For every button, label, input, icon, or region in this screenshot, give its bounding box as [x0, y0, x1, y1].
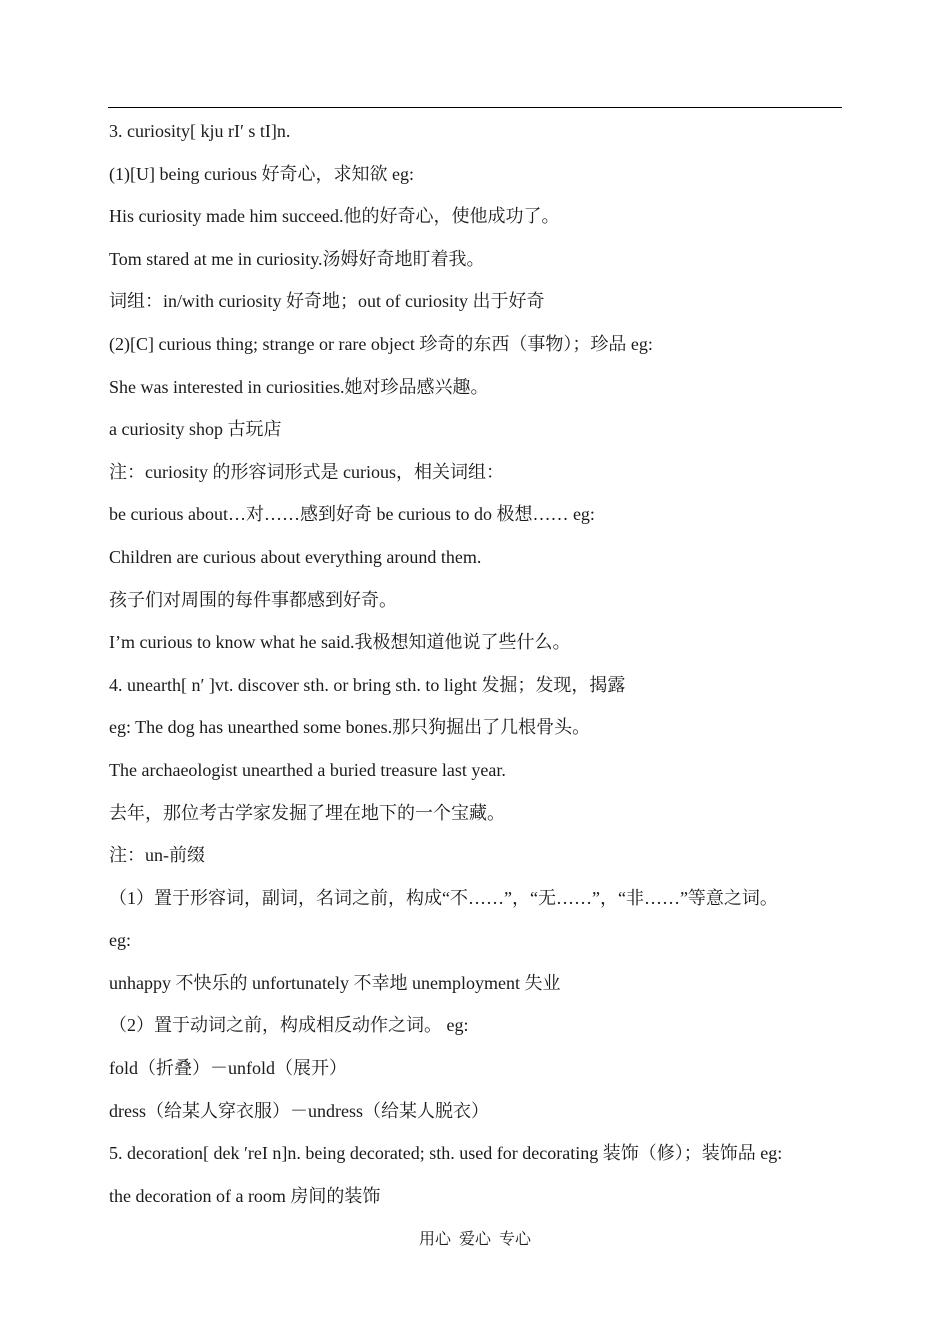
- example-line: unhappy 不快乐的 unfortunately 不幸地 unemployment 失业: [109, 972, 561, 993]
- header-rule: [108, 107, 842, 108]
- example-line: dress（给某人穿衣服）－undress（给某人脱衣）: [109, 1100, 489, 1121]
- note-item-line: （1）置于形容词，副词，名词之前，构成“不……”，“无……”，“非……”等意之词。: [109, 887, 778, 908]
- example-line: fold（折叠）－unfold（展开）: [109, 1058, 347, 1079]
- entry-heading-curiosity: 3. curiosity[ kju rI′ s tI]n.: [109, 121, 291, 141]
- entry-heading-unearth: 4. unearth[ n′ ]vt. discover sth. or bring sth. to light 发掘；发现，揭露: [109, 674, 626, 695]
- example-line: I’m curious to know what he said.我极想知道他说了些什么。: [109, 632, 571, 653]
- entry-heading-decoration: 5. decoration[ dek ′reI n]n. being decorated; sth. used for decorating 装饰（修）；装饰品 eg:: [109, 1143, 783, 1164]
- example-line: eg: The dog has unearthed some bones.那只狗掘出了几根骨头。: [109, 717, 591, 738]
- example-line: His curiosity made him succeed.他的好奇心，使他成功了。: [109, 206, 560, 227]
- translation-line: 去年，那位考古学家发掘了埋在地下的一个宝藏。: [109, 802, 505, 823]
- note-item-line: （2）置于动词之前，构成相反动作之词。 eg:: [109, 1015, 469, 1036]
- example-line: Tom stared at me in curiosity.汤姆好奇地盯着我。: [109, 248, 485, 269]
- note-line: 注：curiosity 的形容词形式是 curious，相关词组：: [109, 461, 504, 482]
- page-footer: 用心 爱心 专心: [418, 1231, 531, 1248]
- definition-line: (1)[U] being curious 好奇心，求知欲 eg:: [109, 163, 414, 184]
- document-body: [109, 117, 849, 1224]
- example-line: The archaeologist unearthed a buried treasure last year.: [109, 759, 506, 780]
- example-line: Children are curious about everything around them.: [109, 546, 482, 567]
- phrase-line: be curious about…对……感到好奇 be curious to do 极想…… eg:: [109, 504, 595, 525]
- example-line: the decoration of a room 房间的装饰: [109, 1185, 381, 1206]
- note-line: 注：un-前缀: [109, 845, 205, 866]
- example-line: She was interested in curiosities.她对珍品感兴趣。: [109, 376, 489, 397]
- translation-line: 孩子们对周围的每件事都感到好奇。: [109, 589, 397, 610]
- example-line: a curiosity shop 古玩店: [109, 419, 282, 440]
- phrase-line: 词组：in/with curiosity 好奇地；out of curiosity 出于好奇: [109, 291, 545, 312]
- example-label-line: eg:: [109, 930, 131, 951]
- definition-line: (2)[C] curious thing; strange or rare object 珍奇的东西（事物）；珍品 eg:: [109, 333, 653, 354]
